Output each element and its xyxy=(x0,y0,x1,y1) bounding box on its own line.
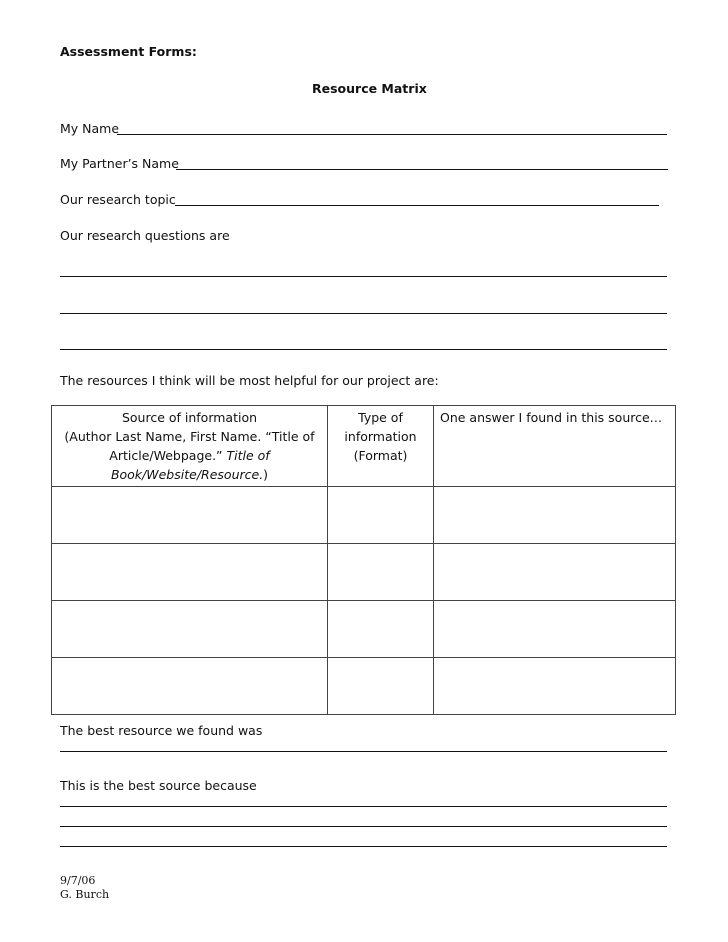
document-title: Resource Matrix xyxy=(312,81,427,96)
source-header-line-4-plain: ) xyxy=(263,467,269,482)
type-of-information-header xyxy=(328,406,434,487)
source-cell[interactable] xyxy=(52,658,328,715)
best-resource-line[interactable] xyxy=(60,751,667,752)
section-title: Assessment Forms: xyxy=(60,44,197,59)
type-header-line-1: Type of xyxy=(358,410,403,425)
best-because-line-3[interactable] xyxy=(60,846,667,847)
footer-author: G. Burch xyxy=(60,888,110,901)
source-header-line-4 xyxy=(58,465,321,484)
source-header-line-3 xyxy=(58,446,321,465)
table-row xyxy=(52,658,676,715)
partner-name-label: My Partner’s Name xyxy=(60,156,179,171)
type-header-line-2: information xyxy=(344,429,417,444)
type-cell[interactable] xyxy=(328,544,434,601)
source-cell[interactable] xyxy=(52,487,328,544)
table-header-row xyxy=(52,406,676,487)
research-topic-blank[interactable] xyxy=(175,205,659,206)
table-row xyxy=(52,601,676,658)
answer-cell[interactable] xyxy=(434,487,676,544)
source-header-line-1: Source of information xyxy=(121,410,258,425)
type-cell[interactable] xyxy=(328,601,434,658)
footer-date: 9/7/06 xyxy=(60,874,96,887)
source-header-line-3-italic: Title of xyxy=(226,448,270,463)
source-of-information-header xyxy=(52,406,328,487)
answer-found-header: One answer I found in this source… xyxy=(434,406,676,487)
research-topic-label: Our research topic xyxy=(60,192,176,207)
best-because-line-1[interactable] xyxy=(60,806,667,807)
my-name-blank[interactable] xyxy=(117,134,667,135)
answer-cell[interactable] xyxy=(434,544,676,601)
research-question-line-2[interactable] xyxy=(60,313,667,314)
table-row xyxy=(52,544,676,601)
source-cell[interactable] xyxy=(52,601,328,658)
partner-name-blank[interactable] xyxy=(176,169,668,170)
best-because-label: This is the best source because xyxy=(60,778,257,793)
source-cell[interactable] xyxy=(52,544,328,601)
best-because-line-2[interactable] xyxy=(60,826,667,827)
best-resource-label: The best resource we found was xyxy=(60,723,263,738)
source-header-line-3-plain: Article/Webpage.” xyxy=(109,448,227,463)
source-header-line-4-italic: Book/Website/Resource. xyxy=(110,467,264,482)
research-question-line-3[interactable] xyxy=(60,349,667,350)
type-cell[interactable] xyxy=(328,658,434,715)
resource-matrix-table xyxy=(51,405,676,715)
answer-cell[interactable] xyxy=(434,658,676,715)
resources-intro: The resources I think will be most helpful for our project are: xyxy=(60,373,439,388)
source-header-line-2: (Author Last Name, First Name. “Title of xyxy=(64,429,315,444)
type-header-line-3: (Format) xyxy=(353,448,408,463)
type-cell[interactable] xyxy=(328,487,434,544)
my-name-label: My Name xyxy=(60,121,120,136)
answer-cell[interactable] xyxy=(434,601,676,658)
research-questions-label: Our research questions are xyxy=(60,228,230,243)
research-question-line-1[interactable] xyxy=(60,276,667,277)
table-row xyxy=(52,487,676,544)
